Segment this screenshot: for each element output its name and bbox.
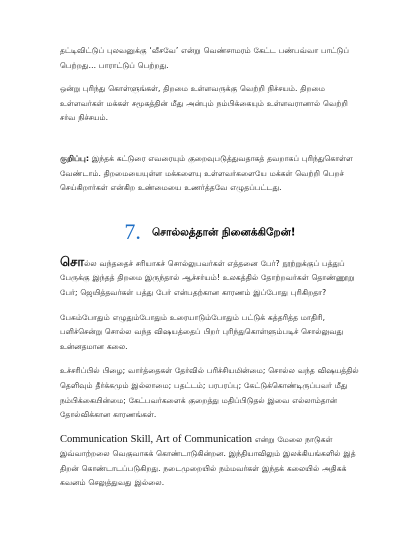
paragraph-opening [60,256,360,301]
note-label: குறிப்பு: [60,153,90,163]
chapter-title: சொல்லத்தான் நினைக்கிறேன்! [151,226,296,239]
paragraph-communication-text: என்று மேலை நாடுகள் இவ்வாற்றலை வெகுவாகக் கொண்டாடுகின்றன. இந்தியாவிலும் இலக்கியங்களில் இத் திறன் கொண்டாடப்படுகிறது. நடைமுறையில் நம்மவர்கள் இந்தக் கலையில் அதிகக் கவனம் செலுத்துவது இல்லை. [60,434,356,488]
note-paragraph [60,152,360,196]
dropcap: சொ [60,254,85,270]
note-text: இந்தக் கட்டுரை எவரையும் குறைவுபடுத்துவதாகத் தவறாகப் புரிந்துகொள்ள வேண்டாம். திறமையையுள்ள மக்களையு உள்ளவர்களையே மக்கள் வெற்றி பெறச் செய்கிறார்கள் என்கிற உண்மையை உணர்த்தவே எழுதப்பட்டது. [60,153,353,193]
paragraph-success: ஒன்று புரிந்து கொள்ளுங்கள், திறமை உள்ளவருக்கு வெற்றி நிச்சயம். திறமை உள்ளவர்கள் மக்கள் சமூகத்தின் மீது அன்பும் நம்பிக்கையும் உள்ளவரானால் வெற்றி சர்வ நிச்சயம். [60,84,348,123]
chapter-heading [60,218,360,246]
paragraph-reasons: உச்சரிப்பில் பிழை; வார்த்தைகள் தேர்வில் பரிச்சியமின்மை; சொல்ல வந்த விஷயத்தில் தெளிவும் தீர்க்கமும் இல்லாமை; பதட்டம்; பரபரப்பு; கேட்டுக்கொண்டிருப்பவர் மீது நம்பிக்கையின்மை; கேட்பவர்களைக் குறைத்து மதிப்பிடுதல் இவை எல்லாம்தான் தோல்விக்கான காரணங்கள். [60,366,359,420]
paragraph-communication [60,433,360,491]
chapter-number: 7. [124,219,141,245]
paragraph-opening-text: ல்ல வந்ததைச் சரியாகச் சொல்லுபவர்கள் எத்தனை பேர்? நூற்றுக்குப் பத்துப் பேருக்கு இந்தத் திறமை இருந்தால் ஆச்சர்யம்! உலகத்தில் தோற்றவர்கள் தொண்ணூறு பேர்; ஜெயித்தவர்கள் பத்து பேர் என்பதற்கான காரணம் இப்போது புரிகிறதா? [60,258,355,297]
communication-skill-lead: Communication Skill, Art of Communication [60,433,253,445]
paragraph-art: பேசும்போதும் எழுதும்போதும் உரையாடும்போதும் பட்டுக் கத்தரித்த மாதிரி, பளிச்சென்று சொல்ல வந்த விஷயத்தைப் பிறர் புரிந்துகொள்ளும்படிச் சொல்லுவது உன்னதமான கலை. [60,312,344,351]
paragraph-intro: தட்டிவிட்டுப் புலவனுக்கு ‘வீசவே’ என்று வெண்சாமரம் கேட்ட பண்பவ்வா பாட்டுப் பெற்றது… பாராட்டுப் பெற்றது. [60,46,350,70]
